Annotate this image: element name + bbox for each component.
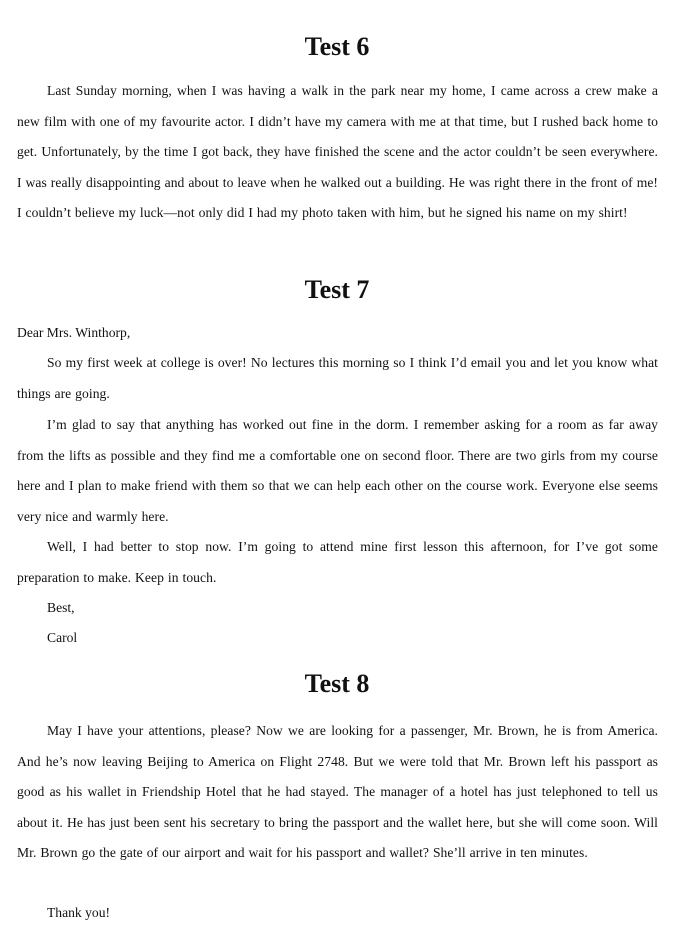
- test-7-signature: Carol: [47, 630, 78, 645]
- test-8-title: Test 8: [304, 669, 370, 698]
- test-6-paragraph-1: Last Sunday morning, when I was having a walk in the park near my home, I came across a crew make a new film with one of my favourite actor. I didn’t have my camera with me at that time, but I rushed back home to get. Unfortunately, by the time I got back, they have finished the scene and the actor couldn’t be seen everywhere. I was really disappointing and about to leave when he walked out a building. He was right there in the front of me! I couldn’t believe my luck—not only did I had my photo taken with him, but he signed his name on my shirt!: [17, 83, 658, 221]
- test-7-salutation: Dear Mrs. Winthorp,: [17, 325, 131, 340]
- test-8-closing: Thank you!: [47, 905, 111, 920]
- test-7-closing: Best,: [47, 600, 75, 615]
- test-7-paragraph-1: So my first week at college is over! No lectures this morning so I think I’d email you and let you know what things are going.: [17, 355, 658, 401]
- test-7-paragraph-3: Well, I had better to stop now. I’m going to attend mine first lesson this afternoon, for I’ve got some preparation to make. Keep in touch.: [17, 539, 658, 585]
- test-8-paragraph-1: May I have your attentions, please? Now we are looking for a passenger, Mr. Brown, he is from America. And he’s now leaving Beijing to America on Flight 2748. But we were told that Mr. Brown left his passport as good as his wallet in Friendship Hotel that he had stayed. The manager of a hotel has just telephoned to tell us about it. He has just been sent his secretary to bring the passport and the wallet here, but she will come soon. Will Mr. Brown go the gate of our airport and wait for his passport and wallet? She’ll arrive in ten minutes.: [17, 723, 658, 861]
- test-6-title: Test 6: [304, 32, 370, 61]
- test-7-paragraph-2: I’m glad to say that anything has worked out fine in the dorm. I remember asking for a room as far away from the lifts as possible and they find me a comfortable one on second floor. There are two girls from my course here and I plan to make friend with them so that we can help each other on the course work. Everyone else seems very nice and warmly here.: [17, 417, 658, 524]
- test-7-title: Test 7: [304, 275, 370, 304]
